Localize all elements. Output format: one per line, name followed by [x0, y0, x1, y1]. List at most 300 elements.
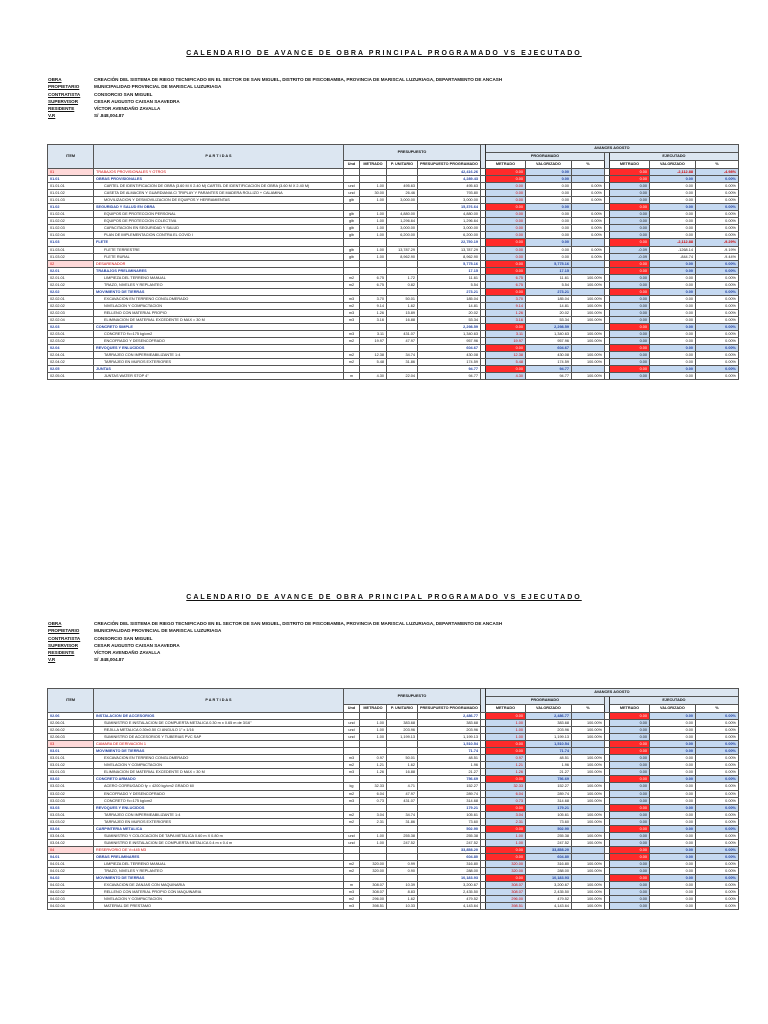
- cell-i: 04.01.02: [48, 868, 94, 875]
- cell-u: [344, 267, 360, 274]
- cell-p: 0.82: [387, 281, 418, 288]
- cell-pv: 2,486.77: [525, 713, 571, 720]
- table-row: [48, 797, 739, 804]
- document-title: CALENDARIO DE AVANCE DE OBRA PRINCIPAL PROGRAMADO VS EJECUTADO: [186, 594, 582, 601]
- cell-pm: 0.00: [485, 825, 525, 832]
- table-row: [48, 825, 739, 832]
- table-row: [48, 359, 739, 366]
- cell-pv: 2,298.59: [525, 324, 571, 331]
- cell-m: 19.97: [360, 338, 387, 345]
- cell-pv: 73.60: [525, 818, 571, 825]
- cell-m: [360, 239, 387, 246]
- cell-d: CARPINTERIA METALICA: [94, 825, 344, 832]
- cell-pc: 100.00%: [571, 783, 604, 790]
- cell-ec: 0.00%: [695, 825, 738, 832]
- cell-pm: 0.00: [485, 267, 525, 274]
- cell-pp: 1.96: [418, 762, 481, 769]
- cell-u: m2: [344, 896, 360, 903]
- cell-ev: 0.00: [649, 331, 695, 338]
- cell-p: 47.97: [387, 338, 418, 345]
- cell-pc: 100.00%: [571, 896, 604, 903]
- cell-ec: 0.00%: [695, 846, 738, 853]
- cell-u: m3: [344, 889, 360, 896]
- cell-ec: 0.00%: [695, 345, 738, 352]
- info-label: RESIDENTE: [48, 106, 75, 112]
- col-header-pct: %: [695, 705, 738, 713]
- cell-pp: 273.21: [418, 288, 481, 295]
- table-row: [48, 839, 739, 846]
- col-header-programado: PROGRAMADO: [485, 153, 604, 161]
- info-row: [48, 112, 502, 119]
- cell-pv: 383.68: [525, 720, 571, 727]
- cell-i: 02.01.01: [48, 274, 94, 281]
- cell-m: 1.00: [360, 197, 387, 204]
- cell-pv: 247.52: [525, 839, 571, 846]
- cell-pp: 2,486.77: [418, 713, 481, 720]
- info-row: [48, 649, 502, 656]
- cell-pc: 0.00%: [571, 253, 604, 260]
- cell-p: [387, 260, 418, 267]
- cell-pv: 152.27: [525, 783, 571, 790]
- info-label: SUPERVISOR: [48, 642, 79, 648]
- cell-m: 30.00: [360, 190, 387, 197]
- cell-em: 0.00: [609, 875, 649, 882]
- cell-ec: 0.00%: [695, 295, 738, 302]
- cell-d: JUNTAS: [94, 366, 344, 373]
- cell-pp: 1,510.54: [418, 741, 481, 748]
- cell-u: [344, 288, 360, 295]
- cell-pp: 42,416.26: [418, 169, 481, 176]
- cell-pm: 0.00: [485, 853, 525, 860]
- cell-pc: 100.00%: [571, 295, 604, 302]
- cell-d: ELIMINACION DE MATERIAL EXCEDENTE D MAX = 30 M: [94, 769, 344, 776]
- cell-pv: 2,435.50: [525, 889, 571, 896]
- cell-pp: 20.02: [418, 309, 481, 316]
- cell-ec: 0.00%: [695, 331, 738, 338]
- cell-ev: 0.00: [649, 755, 695, 762]
- col-header-valorizado: VALORIZADO: [525, 705, 571, 713]
- cell-i: 02.06.02: [48, 727, 94, 734]
- cell-ev: 0.00: [649, 204, 695, 211]
- cell-ev: 0.00: [649, 811, 695, 818]
- cell-pv: 1,199.13: [525, 734, 571, 741]
- cell-pv: 203.96: [525, 727, 571, 734]
- cell-ev: 0.00: [649, 713, 695, 720]
- cell-ec: 0.00%: [695, 373, 738, 380]
- cell-pv: 479.52: [525, 896, 571, 903]
- info-value: VÍCTOR AVENDAÑO ZAVALLA: [94, 650, 161, 656]
- cell-p: [387, 169, 418, 176]
- cell-ec: 0.00%: [695, 903, 738, 910]
- cell-pm: 6.75: [485, 274, 525, 281]
- cell-ec: -4.98%: [695, 169, 738, 176]
- table-row: [48, 875, 739, 882]
- cell-d: CARTEL DE IDENTIFICACION DE OBRA (3.60 M X 2.40 M) CARTEL DE IDENTIFICACION DE OBRA (3.60 M X 2.40 M): [94, 183, 344, 190]
- col-header-presprog: PRESUPUESTO PROGRAMADO: [418, 705, 481, 713]
- cell-u: [344, 176, 360, 183]
- cell-pm: 0.00: [485, 253, 525, 260]
- cell-pp: 793.80: [418, 190, 481, 197]
- cell-i: 01.02.04: [48, 232, 94, 239]
- cell-u: m2: [344, 359, 360, 366]
- cell-pp: 1,199.13: [418, 734, 481, 741]
- cell-u: m2: [344, 868, 360, 875]
- cell-pm: 0.00: [485, 246, 525, 253]
- document-title: CALENDARIO DE AVANCE DE OBRA PRINCIPAL PROGRAMADO VS EJECUTADO: [186, 50, 582, 57]
- cell-em: 0.00: [609, 211, 649, 218]
- cell-pp: 8,962.90: [418, 253, 481, 260]
- table-row: [48, 197, 739, 204]
- cell-m: 12.38: [360, 352, 387, 359]
- cell-pc: 0.00%: [571, 232, 604, 239]
- col-header-item: ITEM: [48, 145, 94, 169]
- cell-pp: 1,340.63: [418, 331, 481, 338]
- table-row: [48, 790, 739, 797]
- cell-ec: 0.00%: [695, 875, 738, 882]
- cell-pm: 0.00: [485, 218, 525, 225]
- cell-pv: 0.00: [525, 190, 571, 197]
- cell-i: 02.01: [48, 267, 94, 274]
- cell-ev: 0.00: [649, 846, 695, 853]
- col-header-metrado: METRADO: [609, 705, 649, 713]
- cell-ec: 0.00%: [695, 811, 738, 818]
- table-row: [48, 804, 739, 811]
- cell-m: [360, 825, 387, 832]
- cell-u: [344, 804, 360, 811]
- cell-u: [344, 260, 360, 267]
- cell-m: 0.97: [360, 755, 387, 762]
- cell-pp: 756.69: [418, 776, 481, 783]
- cell-pc: 100.00%: [571, 889, 604, 896]
- col-header-metrado: METRADO: [485, 161, 525, 169]
- cell-u: kg: [344, 783, 360, 790]
- cell-p: [387, 324, 418, 331]
- cell-em: 0.00: [609, 204, 649, 211]
- cell-d: LIMPIEZA DEL TERRENO MANUAL: [94, 860, 344, 867]
- cell-pv: 21.27: [525, 769, 571, 776]
- info-value: CESAR AUGUSTO CAISAN SAAVEDRA: [94, 642, 180, 648]
- cell-d: NIVELACION Y COMPACTACION: [94, 302, 344, 309]
- info-label: V.R: [48, 113, 56, 119]
- col-header-punitario: P. UNITARIO: [387, 705, 418, 713]
- cell-u: [344, 846, 360, 853]
- cell-ec: 0.00%: [695, 309, 738, 316]
- cell-ev: 0.00: [649, 818, 695, 825]
- table-row: [48, 896, 739, 903]
- table-row: [48, 281, 739, 288]
- cell-pc: 100.00%: [571, 331, 604, 338]
- cell-p: 247.52: [387, 839, 418, 846]
- cell-pc: 100.00%: [571, 309, 604, 316]
- cell-ev: 0.00: [649, 734, 695, 741]
- cell-d: REJILLA METALICA 0.30x0.50 C/ ANGULO 1" x 1/16: [94, 727, 344, 734]
- cell-em: 0.00: [609, 748, 649, 755]
- col-header-und: Und: [344, 161, 360, 169]
- table-row: [48, 366, 739, 373]
- cell-u: [344, 169, 360, 176]
- cell-pv: 71.74: [525, 748, 571, 755]
- cell-i: 03.03.01: [48, 811, 94, 818]
- info-value: VÍCTOR AVENDAÑO ZAVALLA: [94, 106, 161, 112]
- col-header-und: Und: [344, 705, 360, 713]
- cell-ev: 0.00: [649, 762, 695, 769]
- cell-em: 0.00: [609, 239, 649, 246]
- cell-pv: 0.00: [525, 183, 571, 190]
- cell-u: und: [344, 190, 360, 197]
- cell-em: 0.00: [609, 853, 649, 860]
- cell-ec: 0.00%: [695, 225, 738, 232]
- info-row: [48, 83, 502, 90]
- cell-p: 3,000.00: [387, 197, 418, 204]
- col-header-pct: %: [571, 705, 604, 713]
- cell-pv: 0.00: [525, 176, 571, 183]
- cell-ec: 0.00%: [695, 783, 738, 790]
- cell-pm: 3.11: [485, 331, 525, 338]
- project-info: [48, 620, 502, 664]
- cell-pv: 0.00: [525, 204, 571, 211]
- cell-i: 02.03: [48, 324, 94, 331]
- cell-pm: 0.00: [485, 232, 525, 239]
- cell-u: m2: [344, 352, 360, 359]
- cell-d: FLETE TERRESTRE: [94, 246, 344, 253]
- cell-ec: 0.00%: [695, 853, 738, 860]
- cell-pm: 308.07: [485, 889, 525, 896]
- cell-i: 02.06.01: [48, 720, 94, 727]
- cell-p: 10.33: [387, 903, 418, 910]
- cell-pv: 94.77: [525, 373, 571, 380]
- cell-pm: 19.97: [485, 338, 525, 345]
- cell-i: 02.02: [48, 288, 94, 295]
- cell-em: 0.00: [609, 274, 649, 281]
- cell-pp: 604.80: [418, 853, 481, 860]
- cell-em: 0.00: [609, 804, 649, 811]
- cell-ec: 0.00%: [695, 896, 738, 903]
- table-row: [48, 218, 739, 225]
- cell-i: 01.01.03: [48, 197, 94, 204]
- cell-pp: 502.90: [418, 825, 481, 832]
- cell-u: und: [344, 183, 360, 190]
- cell-m: 1.00: [360, 218, 387, 225]
- info-label: CONTRATISTA: [48, 91, 81, 97]
- cell-i: 03.01: [48, 748, 94, 755]
- cell-pm: 1.00: [485, 832, 525, 839]
- cell-p: [387, 875, 418, 882]
- table-row: [48, 727, 739, 734]
- cell-pp: 203.96: [418, 727, 481, 734]
- cell-i: 01.03.02: [48, 253, 94, 260]
- cell-pv: 0.00: [525, 197, 571, 204]
- cell-pc: 100.00%: [571, 882, 604, 889]
- info-label: OBRA: [48, 77, 62, 82]
- cell-em: 0.00: [609, 741, 649, 748]
- table-row: [48, 853, 739, 860]
- cell-pv: 604.80: [525, 853, 571, 860]
- cell-pv: 314.68: [525, 797, 571, 804]
- cell-d: RELLENO CON MATERIAL PROPIO CON MAQUINARIA: [94, 889, 344, 896]
- cell-em: 0.00: [609, 345, 649, 352]
- cell-ev: 0.00: [649, 225, 695, 232]
- cell-pm: 0.00: [485, 176, 525, 183]
- cell-d: SUMINISTRO Y COLOCACION DE TAPA METALICA 0.60 m X 0.80 m: [94, 832, 344, 839]
- cell-d: EXCAVACION DE ZANJAS CON MAQUINARIA: [94, 882, 344, 889]
- cell-pp: 48.51: [418, 755, 481, 762]
- table-row: [48, 204, 739, 211]
- cell-pp: 316.80: [418, 860, 481, 867]
- cell-u: [344, 825, 360, 832]
- cell-ev: 0.00: [649, 197, 695, 204]
- cell-m: [360, 776, 387, 783]
- cell-pc: 100.00%: [571, 818, 604, 825]
- cell-pc: [571, 169, 604, 176]
- table-row: [48, 324, 739, 331]
- cell-u: glb: [344, 253, 360, 260]
- cell-pp: 179.21: [418, 804, 481, 811]
- cell-ec: 0.00%: [695, 274, 738, 281]
- cell-p: 1.62: [387, 896, 418, 903]
- cell-pv: 3,200.67: [525, 882, 571, 889]
- cell-d: FLETE RURAL: [94, 253, 344, 260]
- cell-pc: [571, 776, 604, 783]
- cell-em: 0.00: [609, 734, 649, 741]
- cell-ec: 0.00%: [695, 839, 738, 846]
- cell-em: 0.00: [609, 338, 649, 345]
- cell-p: 1,199.13: [387, 734, 418, 741]
- cell-em: 0.00: [609, 868, 649, 875]
- cell-pp: 2,435.50: [418, 889, 481, 896]
- cell-pm: 0.00: [485, 713, 525, 720]
- cell-pc: 100.00%: [571, 734, 604, 741]
- cell-pv: 957.96: [525, 338, 571, 345]
- cell-p: 8.83: [387, 889, 418, 896]
- col-header-valorizado: VALORIZADO: [525, 161, 571, 169]
- cell-i: 04.02.03: [48, 896, 94, 903]
- cell-d: JUNTAS WATER STOP 4": [94, 373, 344, 380]
- cell-i: 01.01.02: [48, 190, 94, 197]
- cell-em: 0.00: [609, 324, 649, 331]
- cell-em: 0.00: [609, 309, 649, 316]
- cell-pc: [571, 748, 604, 755]
- info-value: MUNICIPALIDAD PROVINCIAL DE MARISCAL LUZURIAGA: [94, 628, 222, 634]
- cell-pm: 0.00: [485, 260, 525, 267]
- cell-d: CONCRETO SIMPLE: [94, 324, 344, 331]
- cell-p: 26.46: [387, 190, 418, 197]
- cell-m: 1.00: [360, 211, 387, 218]
- cell-pp: 430.08: [418, 352, 481, 359]
- table-row: [48, 260, 739, 267]
- cell-pv: 53.34: [525, 316, 571, 323]
- cell-m: 9.14: [360, 302, 387, 309]
- cell-pv: 0.00: [525, 211, 571, 218]
- cell-i: 03.04.01: [48, 832, 94, 839]
- cell-i: 02.03.02: [48, 338, 94, 345]
- info-label: PROPIETARIO: [48, 84, 80, 90]
- cell-m: [360, 267, 387, 274]
- cell-pv: 288.00: [525, 868, 571, 875]
- cell-pp: 5.54: [418, 281, 481, 288]
- cell-ec: 0.00%: [695, 720, 738, 727]
- cell-pm: 0.00: [485, 183, 525, 190]
- cell-p: 1.72: [387, 274, 418, 281]
- cell-pc: [571, 875, 604, 882]
- cell-p: 203.96: [387, 727, 418, 734]
- cell-p: [387, 741, 418, 748]
- cell-p: [387, 846, 418, 853]
- cell-d: FLETE: [94, 239, 344, 246]
- cell-em: 0.00: [609, 183, 649, 190]
- cell-pm: 320.00: [485, 868, 525, 875]
- cell-i: 03.04: [48, 825, 94, 832]
- cell-ec: 0.00%: [695, 769, 738, 776]
- cell-pm: 3.70: [485, 295, 525, 302]
- cell-i: 02.04.02: [48, 359, 94, 366]
- cell-pv: 5.54: [525, 281, 571, 288]
- cell-em: 0.00: [609, 727, 649, 734]
- info-value: CREACIÓN DEL SISTEMA DE RIEGO TECNIFICADO EN EL SECTOR DE SAN MIGUEL, DISTRITO DE PISCOBAMBA, PROVINCIA DE MARISCAL LUZURIAGA, DEPARTAMENTO DE ANCASH: [94, 621, 503, 626]
- cell-m: 1.00: [360, 225, 387, 232]
- cell-u: [344, 853, 360, 860]
- col-header-presupuesto: PRESUPUESTO: [344, 145, 481, 161]
- cell-p: 34.74: [387, 811, 418, 818]
- cell-em: -0.09: [609, 253, 649, 260]
- cell-i: 01.01: [48, 176, 94, 183]
- cell-p: [387, 825, 418, 832]
- cell-u: [344, 776, 360, 783]
- cell-pp: 22,750.19: [418, 239, 481, 246]
- info-label: RESIDENTE: [48, 650, 75, 656]
- cell-i: 01.01.01: [48, 183, 94, 190]
- cell-p: 255.38: [387, 832, 418, 839]
- cell-m: [360, 366, 387, 373]
- cell-u: m3: [344, 295, 360, 302]
- cell-u: und: [344, 839, 360, 846]
- table-row: [48, 331, 739, 338]
- cell-pm: 0.00: [485, 776, 525, 783]
- cell-p: 31.86: [387, 359, 418, 366]
- cell-u: m2: [344, 302, 360, 309]
- cell-u: m3: [344, 903, 360, 910]
- info-label: V.R: [48, 657, 56, 663]
- cell-pv: 1.96: [525, 762, 571, 769]
- cell-i: 03.04.02: [48, 839, 94, 846]
- table-row: [48, 302, 739, 309]
- cell-i: 03.02.01: [48, 783, 94, 790]
- cell-ec: 0.00%: [695, 804, 738, 811]
- cell-p: 47.97: [387, 790, 418, 797]
- cell-pm: 1.00: [485, 720, 525, 727]
- col-header-ejecutado: EJECUTADO: [609, 153, 738, 161]
- table-row: [48, 860, 739, 867]
- cell-ec: 0.00%: [695, 324, 738, 331]
- cell-m: [360, 288, 387, 295]
- cell-m: 308.07: [360, 882, 387, 889]
- cell-u: m: [344, 373, 360, 380]
- cell-em: 0.00: [609, 896, 649, 903]
- cell-d: TARRAJEO CON IMPERMEABILIZANTE 1:4: [94, 811, 344, 818]
- cell-i: 04: [48, 846, 94, 853]
- table-row: [48, 748, 739, 755]
- cell-pv: 430.08: [525, 352, 571, 359]
- cell-ev: 0.00: [649, 769, 695, 776]
- cell-m: 0.73: [360, 797, 387, 804]
- cell-pv: 0.00: [525, 232, 571, 239]
- cell-p: [387, 176, 418, 183]
- cell-pv: 105.61: [525, 811, 571, 818]
- info-value: S/ .848,004.87: [94, 657, 124, 663]
- cell-m: [360, 875, 387, 882]
- cell-pv: 0.00: [525, 225, 571, 232]
- cell-ec: 0.00%: [695, 190, 738, 197]
- cell-ec: 0.00%: [695, 366, 738, 373]
